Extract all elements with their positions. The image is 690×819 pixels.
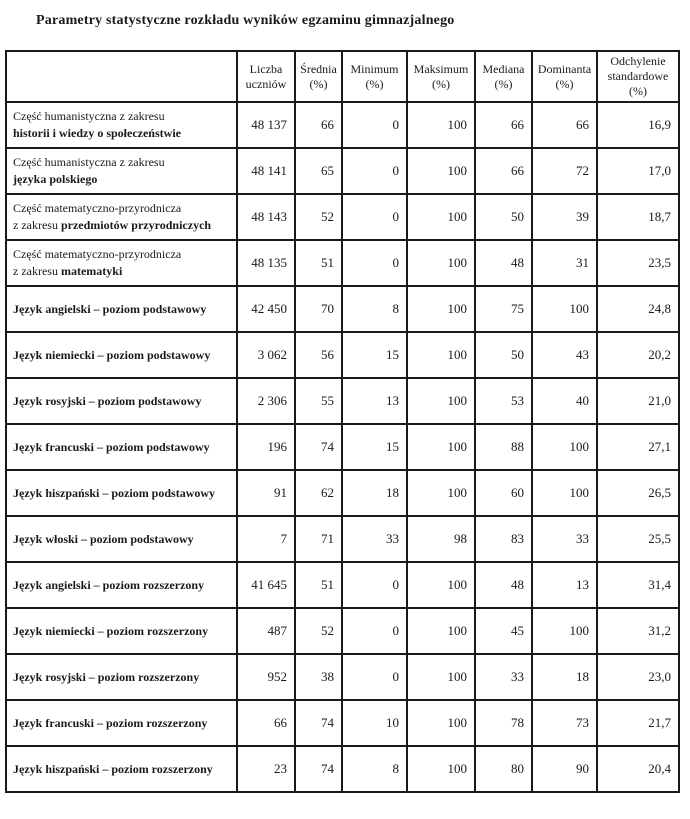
cell-liczba-uczniow: 91	[237, 470, 295, 516]
cell-dominanta: 43	[532, 332, 597, 378]
cell-maksimum: 100	[407, 148, 475, 194]
row-label	[6, 286, 237, 332]
cell-srednia: 62	[295, 470, 342, 516]
cell-odchylenie-standardowe: 16,9	[597, 102, 679, 148]
table-row	[6, 240, 679, 286]
cell-liczba-uczniow: 196	[237, 424, 295, 470]
row-label-line: Język niemiecki – poziom podstawowy	[13, 347, 211, 362]
cell-mediana: 60	[475, 470, 532, 516]
cell-srednia: 71	[295, 516, 342, 562]
row-label-line: języka polskiego	[13, 172, 98, 186]
column-header-mediana: Mediana (%)	[475, 51, 532, 102]
cell-odchylenie-standardowe: 21,0	[597, 378, 679, 424]
cell-liczba-uczniow: 48 135	[237, 240, 295, 286]
cell-dominanta: 100	[532, 424, 597, 470]
row-label	[6, 194, 237, 240]
corner-cell	[6, 51, 237, 102]
row-label	[6, 608, 237, 654]
cell-odchylenie-standardowe: 23,0	[597, 654, 679, 700]
cell-mediana: 66	[475, 102, 532, 148]
row-label	[6, 424, 237, 470]
cell-odchylenie-standardowe: 17,0	[597, 148, 679, 194]
cell-srednia: 52	[295, 194, 342, 240]
row-label	[6, 470, 237, 516]
cell-srednia: 65	[295, 148, 342, 194]
cell-srednia: 74	[295, 700, 342, 746]
cell-liczba-uczniow: 2 306	[237, 378, 295, 424]
cell-srednia: 66	[295, 102, 342, 148]
table-row	[6, 194, 679, 240]
exam-stats-table	[5, 50, 680, 793]
cell-dominanta: 90	[532, 746, 597, 792]
row-label	[6, 240, 237, 286]
cell-odchylenie-standardowe: 26,5	[597, 470, 679, 516]
cell-dominanta: 18	[532, 654, 597, 700]
cell-mediana: 66	[475, 148, 532, 194]
row-label	[6, 378, 237, 424]
cell-mediana: 48	[475, 240, 532, 286]
cell-mediana: 33	[475, 654, 532, 700]
row-label	[6, 700, 237, 746]
row-label-line: Język hiszpański – poziom podstawowy	[13, 485, 216, 500]
row-label	[6, 516, 237, 562]
cell-maksimum: 98	[407, 516, 475, 562]
cell-maksimum: 100	[407, 562, 475, 608]
cell-liczba-uczniow: 41 645	[237, 562, 295, 608]
row-label	[6, 102, 237, 148]
cell-mediana: 53	[475, 378, 532, 424]
cell-minimum: 18	[342, 470, 407, 516]
cell-mediana: 78	[475, 700, 532, 746]
column-header-minimum: Minimum (%)	[342, 51, 407, 102]
cell-minimum: 33	[342, 516, 407, 562]
column-header-srednia: Średnia (%)	[295, 51, 342, 102]
row-label	[6, 654, 237, 700]
row-label-line: Część matematyczno-przyrodnicza	[13, 201, 182, 216]
cell-maksimum: 100	[407, 378, 475, 424]
cell-mediana: 48	[475, 562, 532, 608]
cell-maksimum: 100	[407, 102, 475, 148]
row-label-line: Część humanistyczna z zakresu	[13, 109, 165, 124]
table-row	[6, 148, 679, 194]
cell-srednia: 52	[295, 608, 342, 654]
cell-maksimum: 100	[407, 286, 475, 332]
row-label	[6, 562, 237, 608]
page-title: Parametry statystyczne rozkładu wyników egzaminu gimnazjalnego	[36, 13, 455, 28]
cell-dominanta: 73	[532, 700, 597, 746]
row-label-line: Część humanistyczna z zakresu	[13, 155, 165, 170]
row-label	[6, 746, 237, 792]
table-row	[6, 424, 679, 470]
cell-minimum: 0	[342, 148, 407, 194]
cell-dominanta: 100	[532, 608, 597, 654]
cell-maksimum: 100	[407, 240, 475, 286]
row-label-line: Język włoski – poziom podstawowy	[13, 531, 194, 546]
cell-dominanta: 13	[532, 562, 597, 608]
table-header	[6, 51, 679, 102]
row-label-line: Język rosyjski – poziom rozszerzony	[13, 669, 200, 684]
cell-maksimum: 100	[407, 654, 475, 700]
cell-liczba-uczniow: 952	[237, 654, 295, 700]
cell-liczba-uczniow: 23	[237, 746, 295, 792]
cell-minimum: 0	[342, 194, 407, 240]
cell-minimum: 15	[342, 332, 407, 378]
cell-odchylenie-standardowe: 31,2	[597, 608, 679, 654]
cell-srednia: 55	[295, 378, 342, 424]
cell-mediana: 50	[475, 332, 532, 378]
column-header-dominanta: Dominanta (%)	[532, 51, 597, 102]
row-label	[6, 332, 237, 378]
header-row	[6, 51, 679, 102]
row-label-line: Język francuski – poziom rozszerzony	[13, 715, 208, 730]
cell-liczba-uczniow: 42 450	[237, 286, 295, 332]
cell-maksimum: 100	[407, 332, 475, 378]
table-row	[6, 332, 679, 378]
cell-mediana: 83	[475, 516, 532, 562]
cell-srednia: 70	[295, 286, 342, 332]
row-label-line: Język rosyjski – poziom podstawowy	[13, 393, 202, 408]
table-row	[6, 378, 679, 424]
cell-dominanta: 40	[532, 378, 597, 424]
row-label-line: Język angielski – poziom podstawowy	[13, 301, 207, 316]
cell-minimum: 0	[342, 562, 407, 608]
cell-liczba-uczniow: 48 137	[237, 102, 295, 148]
cell-dominanta: 39	[532, 194, 597, 240]
row-label-line: historii i wiedzy o społeczeństwie	[13, 126, 181, 140]
table-row	[6, 700, 679, 746]
cell-dominanta: 33	[532, 516, 597, 562]
cell-minimum: 15	[342, 424, 407, 470]
cell-minimum: 0	[342, 102, 407, 148]
cell-maksimum: 100	[407, 194, 475, 240]
cell-mediana: 80	[475, 746, 532, 792]
row-label-line: Język francuski – poziom podstawowy	[13, 439, 210, 454]
cell-dominanta: 31	[532, 240, 597, 286]
cell-liczba-uczniow: 487	[237, 608, 295, 654]
cell-srednia: 74	[295, 424, 342, 470]
cell-maksimum: 100	[407, 608, 475, 654]
cell-odchylenie-standardowe: 18,7	[597, 194, 679, 240]
cell-srednia: 51	[295, 562, 342, 608]
cell-minimum: 8	[342, 286, 407, 332]
cell-dominanta: 66	[532, 102, 597, 148]
row-label	[6, 148, 237, 194]
cell-mediana: 88	[475, 424, 532, 470]
cell-odchylenie-standardowe: 27,1	[597, 424, 679, 470]
row-label-line: z zakresu przedmiotów przyrodniczych	[13, 218, 212, 232]
cell-mediana: 50	[475, 194, 532, 240]
table-body	[6, 102, 679, 792]
table-row	[6, 102, 679, 148]
cell-odchylenie-standardowe: 21,7	[597, 700, 679, 746]
cell-maksimum: 100	[407, 746, 475, 792]
cell-liczba-uczniow: 66	[237, 700, 295, 746]
cell-liczba-uczniow: 48 141	[237, 148, 295, 194]
cell-minimum: 13	[342, 378, 407, 424]
table-row	[6, 562, 679, 608]
cell-liczba-uczniow: 48 143	[237, 194, 295, 240]
table-row	[6, 286, 679, 332]
row-label-line: Język hiszpański – poziom rozszerzony	[13, 761, 213, 776]
cell-srednia: 74	[295, 746, 342, 792]
cell-maksimum: 100	[407, 424, 475, 470]
cell-minimum: 0	[342, 608, 407, 654]
cell-odchylenie-standardowe: 20,2	[597, 332, 679, 378]
cell-liczba-uczniow: 7	[237, 516, 295, 562]
cell-minimum: 0	[342, 240, 407, 286]
cell-srednia: 56	[295, 332, 342, 378]
row-label-line: Język angielski – poziom rozszerzony	[13, 577, 205, 592]
cell-dominanta: 100	[532, 286, 597, 332]
cell-srednia: 51	[295, 240, 342, 286]
cell-odchylenie-standardowe: 24,8	[597, 286, 679, 332]
cell-minimum: 8	[342, 746, 407, 792]
cell-odchylenie-standardowe: 31,4	[597, 562, 679, 608]
table-row	[6, 654, 679, 700]
cell-odchylenie-standardowe: 23,5	[597, 240, 679, 286]
cell-mediana: 45	[475, 608, 532, 654]
table-row	[6, 516, 679, 562]
cell-maksimum: 100	[407, 470, 475, 516]
cell-liczba-uczniow: 3 062	[237, 332, 295, 378]
column-header-liczba-uczniow: Liczba uczniów	[237, 51, 295, 102]
document-page	[0, 13, 690, 793]
column-header-maksimum: Maksimum (%)	[407, 51, 475, 102]
cell-srednia: 38	[295, 654, 342, 700]
row-label-line: Część matematyczno-przyrodnicza	[13, 247, 182, 262]
cell-minimum: 0	[342, 654, 407, 700]
table-row	[6, 608, 679, 654]
row-label-line: z zakresu matematyki	[13, 264, 123, 278]
cell-odchylenie-standardowe: 20,4	[597, 746, 679, 792]
table-row	[6, 746, 679, 792]
column-header-odchylenie-standardowe: Odchylenie standardowe (%)	[597, 51, 679, 102]
cell-dominanta: 100	[532, 470, 597, 516]
table-row	[6, 470, 679, 516]
cell-minimum: 10	[342, 700, 407, 746]
cell-dominanta: 72	[532, 148, 597, 194]
cell-maksimum: 100	[407, 700, 475, 746]
cell-mediana: 75	[475, 286, 532, 332]
cell-odchylenie-standardowe: 25,5	[597, 516, 679, 562]
row-label-line: Język niemiecki – poziom rozszerzony	[13, 623, 209, 638]
